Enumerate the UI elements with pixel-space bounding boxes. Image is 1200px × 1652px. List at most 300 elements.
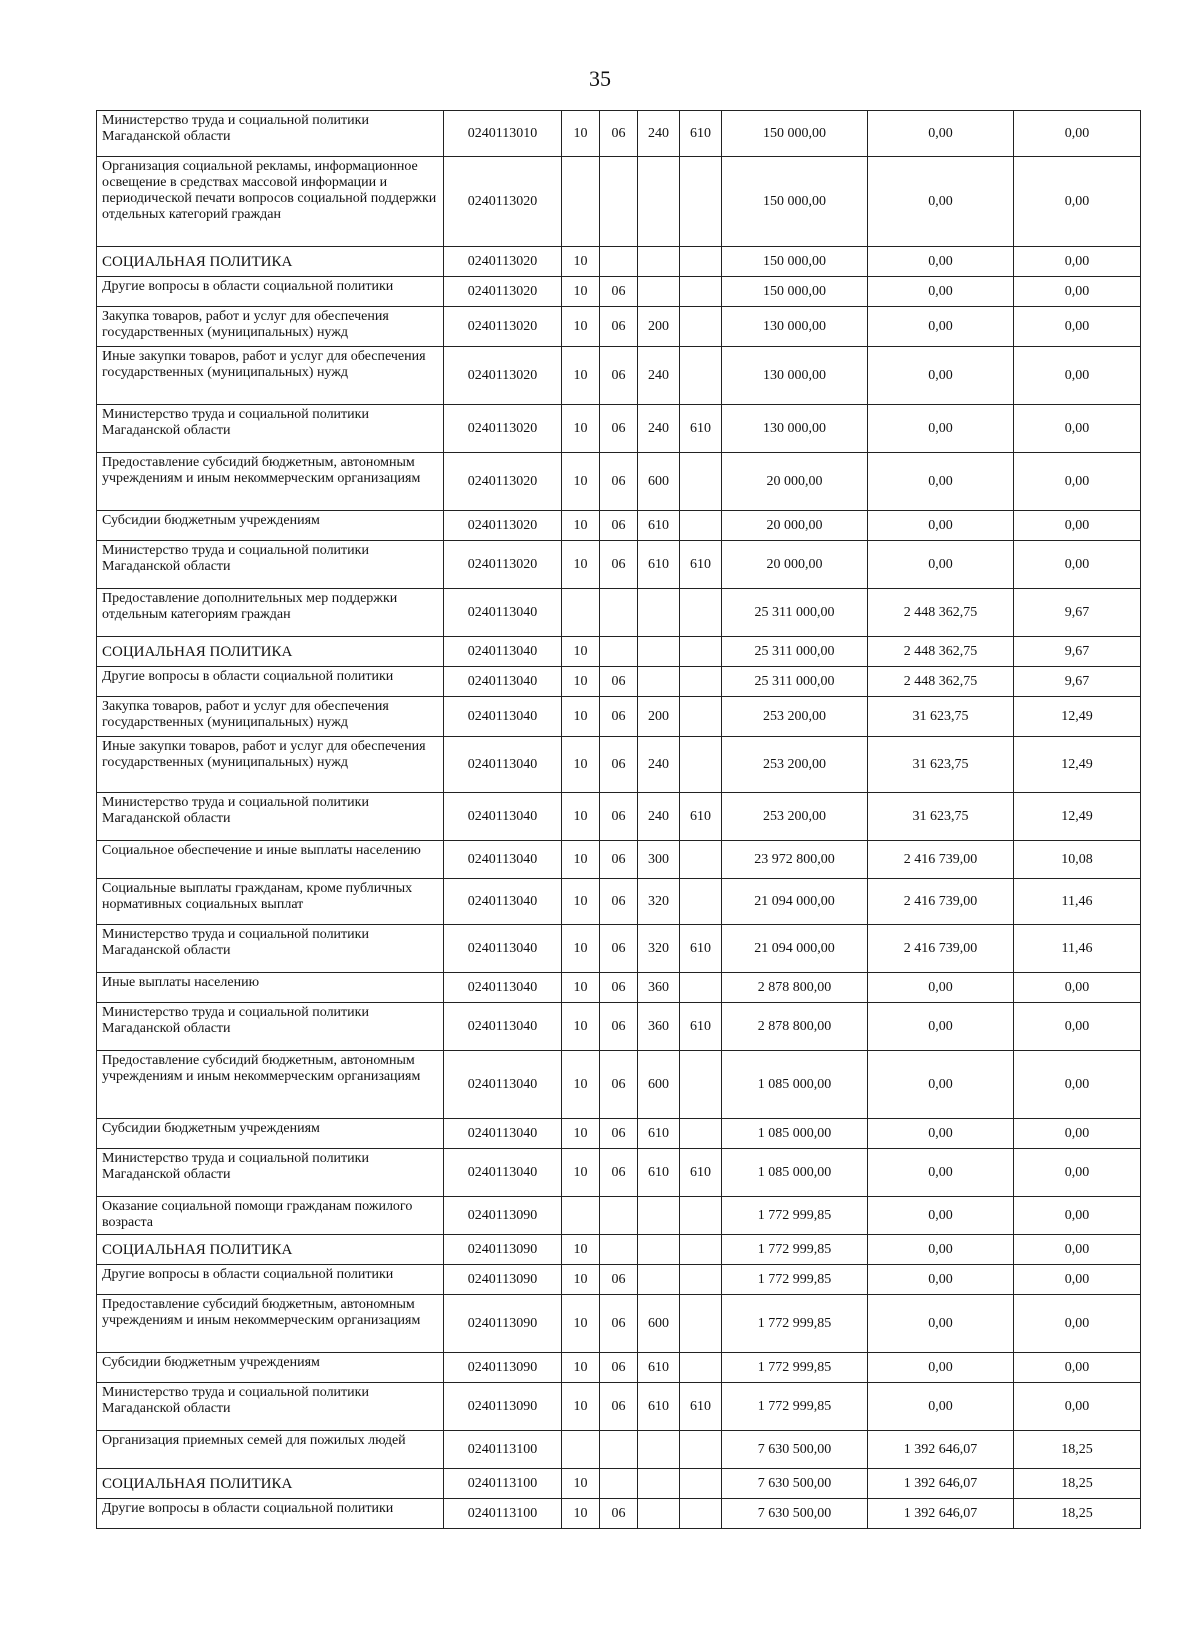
row-section: 10 [562,1235,600,1265]
row-planned-amount: 7 630 500,00 [722,1431,868,1469]
row-admin-code [680,667,722,697]
row-planned-amount: 1 085 000,00 [722,1149,868,1197]
row-actual-amount: 2 416 739,00 [868,841,1014,879]
row-admin-code [680,973,722,1003]
row-subsection: 06 [600,453,638,511]
row-execution-percent: 0,00 [1014,1383,1141,1431]
row-target-code: 0240113040 [444,1003,562,1051]
row-actual-amount: 0,00 [868,277,1014,307]
row-admin-code: 610 [680,793,722,841]
row-target-code: 0240113040 [444,589,562,637]
row-admin-code [680,347,722,405]
row-target-code: 0240113090 [444,1235,562,1265]
row-target-code: 0240113090 [444,1265,562,1295]
row-expense-type: 300 [638,841,680,879]
row-planned-amount: 2 878 800,00 [722,1003,868,1051]
row-expense-type [638,1499,680,1529]
row-actual-amount: 0,00 [868,453,1014,511]
row-section: 10 [562,1149,600,1197]
row-target-code: 0240113090 [444,1383,562,1431]
row-admin-code [680,1353,722,1383]
row-section [562,1197,600,1235]
row-section: 10 [562,1051,600,1119]
table-row [97,841,1141,879]
row-expense-type: 320 [638,879,680,925]
row-admin-code [680,1235,722,1265]
row-target-code: 0240113020 [444,347,562,405]
row-expense-type: 610 [638,1149,680,1197]
row-name: Субсидии бюджетным учреждениям [97,1119,444,1149]
table-row [97,697,1141,737]
page-number: 35 [589,66,611,91]
table-row [97,1353,1141,1383]
row-subsection: 06 [600,307,638,347]
row-execution-percent: 11,46 [1014,925,1141,973]
row-admin-code [680,1499,722,1529]
row-actual-amount: 0,00 [868,347,1014,405]
row-subsection: 06 [600,1265,638,1295]
row-execution-percent: 12,49 [1014,697,1141,737]
row-admin-code [680,737,722,793]
row-section [562,157,600,247]
row-target-code: 0240113040 [444,1051,562,1119]
row-actual-amount: 0,00 [868,1235,1014,1265]
table-row [97,1149,1141,1197]
row-planned-amount: 1 772 999,85 [722,1383,868,1431]
row-admin-code: 610 [680,405,722,453]
row-subsection: 06 [600,1149,638,1197]
table-row [97,277,1141,307]
row-expense-type [638,1197,680,1235]
row-actual-amount: 2 448 362,75 [868,667,1014,697]
table-row [97,879,1141,925]
row-actual-amount: 0,00 [868,1295,1014,1353]
row-execution-percent: 0,00 [1014,111,1141,157]
row-target-code: 0240113090 [444,1295,562,1353]
row-execution-percent: 0,00 [1014,1353,1141,1383]
row-expense-type: 240 [638,347,680,405]
row-expense-type [638,157,680,247]
table-row [97,157,1141,247]
row-subsection: 06 [600,405,638,453]
row-execution-percent: 18,25 [1014,1499,1141,1529]
row-execution-percent: 0,00 [1014,307,1141,347]
table-row [97,1295,1141,1353]
row-expense-type [638,277,680,307]
row-name: Иные закупки товаров, работ и услуг для обеспечения государственных (муниципальных) нужд [97,347,444,405]
row-section: 10 [562,1353,600,1383]
row-target-code: 0240113100 [444,1431,562,1469]
row-admin-code [680,1295,722,1353]
row-name: Предоставление субсидий бюджетным, автономным учреждениям и иным некоммерческим организациям [97,453,444,511]
row-section: 10 [562,1003,600,1051]
row-expense-type: 610 [638,1353,680,1383]
row-admin-code [680,277,722,307]
row-name: Министерство труда и социальной политики Магаданской области [97,1383,444,1431]
row-section: 10 [562,1295,600,1353]
row-planned-amount: 20 000,00 [722,541,868,589]
row-execution-percent: 0,00 [1014,1295,1141,1353]
row-target-code: 0240113040 [444,925,562,973]
row-actual-amount: 0,00 [868,1353,1014,1383]
row-planned-amount: 253 200,00 [722,697,868,737]
row-planned-amount: 7 630 500,00 [722,1499,868,1529]
row-name: СОЦИАЛЬНАЯ ПОЛИТИКА [97,247,444,277]
row-name: Другие вопросы в области социальной политики [97,1265,444,1295]
row-execution-percent: 0,00 [1014,1003,1141,1051]
row-expense-type: 240 [638,793,680,841]
row-section [562,1431,600,1469]
row-target-code: 0240113040 [444,637,562,667]
row-actual-amount: 0,00 [868,1003,1014,1051]
row-actual-amount: 0,00 [868,111,1014,157]
row-subsection: 06 [600,1295,638,1353]
row-target-code: 0240113020 [444,511,562,541]
row-actual-amount: 31 623,75 [868,737,1014,793]
row-admin-code [680,511,722,541]
row-admin-code [680,1051,722,1119]
row-actual-amount: 0,00 [868,1051,1014,1119]
row-target-code: 0240113020 [444,247,562,277]
row-subsection: 06 [600,1499,638,1529]
row-actual-amount: 0,00 [868,1383,1014,1431]
row-actual-amount: 0,00 [868,1265,1014,1295]
row-actual-amount: 1 392 646,07 [868,1469,1014,1499]
row-planned-amount: 25 311 000,00 [722,637,868,667]
row-admin-code [680,1265,722,1295]
row-name: Социальное обеспечение и иные выплаты населению [97,841,444,879]
row-target-code: 0240113020 [444,157,562,247]
row-expense-type [638,667,680,697]
table-body [97,111,1141,1529]
row-expense-type: 360 [638,973,680,1003]
row-execution-percent: 0,00 [1014,1235,1141,1265]
row-planned-amount: 25 311 000,00 [722,589,868,637]
row-name: Министерство труда и социальной политики Магаданской области [97,925,444,973]
row-section: 10 [562,841,600,879]
row-admin-code: 610 [680,925,722,973]
table-row [97,1431,1141,1469]
row-planned-amount: 21 094 000,00 [722,879,868,925]
row-execution-percent: 0,00 [1014,541,1141,589]
row-execution-percent: 0,00 [1014,973,1141,1003]
row-subsection: 06 [600,511,638,541]
row-planned-amount: 253 200,00 [722,737,868,793]
row-admin-code: 610 [680,1003,722,1051]
row-subsection [600,1431,638,1469]
row-target-code: 0240113040 [444,737,562,793]
row-planned-amount: 1 772 999,85 [722,1235,868,1265]
row-subsection [600,247,638,277]
row-section: 10 [562,879,600,925]
table-row [97,1235,1141,1265]
table-row [97,667,1141,697]
row-section: 10 [562,405,600,453]
row-target-code: 0240113020 [444,541,562,589]
row-expense-type: 240 [638,737,680,793]
row-execution-percent: 0,00 [1014,1265,1141,1295]
row-section: 10 [562,511,600,541]
row-planned-amount: 23 972 800,00 [722,841,868,879]
table-row [97,737,1141,793]
table-row [97,405,1141,453]
table-row [97,453,1141,511]
row-name: Министерство труда и социальной политики Магаданской области [97,111,444,157]
row-section: 10 [562,667,600,697]
row-admin-code: 610 [680,1149,722,1197]
row-name: Организация приемных семей для пожилых людей [97,1431,444,1469]
row-name: Предоставление дополнительных мер поддержки отдельным категориям граждан [97,589,444,637]
row-name: Закупка товаров, работ и услуг для обеспечения государственных (муниципальных) нужд [97,697,444,737]
row-admin-code [680,589,722,637]
row-subsection: 06 [600,347,638,405]
row-name: СОЦИАЛЬНАЯ ПОЛИТИКА [97,637,444,667]
row-expense-type: 240 [638,405,680,453]
row-name: Организация социальной рекламы, информационное освещение в средствах массовой информации и периодической печати вопросов социальной поддержки отдельных категорий граждан [97,157,444,247]
row-target-code: 0240113040 [444,1119,562,1149]
row-expense-type: 240 [638,111,680,157]
row-expense-type: 610 [638,1119,680,1149]
row-actual-amount: 1 392 646,07 [868,1499,1014,1529]
row-admin-code [680,157,722,247]
row-target-code: 0240113010 [444,111,562,157]
row-target-code: 0240113040 [444,879,562,925]
row-execution-percent: 0,00 [1014,1149,1141,1197]
row-execution-percent: 0,00 [1014,277,1141,307]
row-planned-amount: 1 772 999,85 [722,1265,868,1295]
row-planned-amount: 130 000,00 [722,307,868,347]
row-name: Иные закупки товаров, работ и услуг для обеспечения государственных (муниципальных) нужд [97,737,444,793]
row-actual-amount: 31 623,75 [868,697,1014,737]
row-subsection: 06 [600,737,638,793]
row-name: Социальные выплаты гражданам, кроме публичных нормативных социальных выплат [97,879,444,925]
row-target-code: 0240113040 [444,973,562,1003]
row-expense-type [638,637,680,667]
row-name: Другие вопросы в области социальной политики [97,667,444,697]
table-row [97,589,1141,637]
row-actual-amount: 0,00 [868,307,1014,347]
row-section: 10 [562,541,600,589]
row-actual-amount: 31 623,75 [868,793,1014,841]
row-section: 10 [562,453,600,511]
row-section: 10 [562,637,600,667]
row-subsection [600,1469,638,1499]
row-actual-amount: 0,00 [868,541,1014,589]
row-expense-type [638,1235,680,1265]
row-target-code: 0240113040 [444,841,562,879]
row-planned-amount: 1 772 999,85 [722,1295,868,1353]
row-target-code: 0240113020 [444,307,562,347]
row-subsection: 06 [600,841,638,879]
row-section: 10 [562,1265,600,1295]
row-admin-code [680,879,722,925]
row-execution-percent: 0,00 [1014,1197,1141,1235]
row-target-code: 0240113040 [444,793,562,841]
table-row [97,1003,1141,1051]
row-execution-percent: 12,49 [1014,737,1141,793]
row-name: Министерство труда и социальной политики Магаданской области [97,541,444,589]
row-expense-type [638,1431,680,1469]
row-subsection: 06 [600,1353,638,1383]
row-subsection [600,589,638,637]
row-expense-type: 200 [638,697,680,737]
row-section: 10 [562,247,600,277]
row-section: 10 [562,347,600,405]
row-section [562,589,600,637]
row-actual-amount: 2 448 362,75 [868,637,1014,667]
row-section: 10 [562,737,600,793]
table-row [97,347,1141,405]
row-admin-code: 610 [680,541,722,589]
table-row [97,541,1141,589]
table-row [97,1051,1141,1119]
row-execution-percent: 18,25 [1014,1469,1141,1499]
row-planned-amount: 20 000,00 [722,453,868,511]
row-subsection: 06 [600,277,638,307]
row-expense-type: 200 [638,307,680,347]
row-expense-type: 360 [638,1003,680,1051]
row-planned-amount: 150 000,00 [722,111,868,157]
row-execution-percent: 0,00 [1014,453,1141,511]
row-subsection [600,1235,638,1265]
table-row [97,307,1141,347]
row-actual-amount: 0,00 [868,1197,1014,1235]
row-execution-percent: 11,46 [1014,879,1141,925]
row-execution-percent: 0,00 [1014,347,1141,405]
row-execution-percent: 12,49 [1014,793,1141,841]
row-section: 10 [562,1119,600,1149]
row-target-code: 0240113020 [444,277,562,307]
row-actual-amount: 2 416 739,00 [868,879,1014,925]
row-target-code: 0240113100 [444,1499,562,1529]
row-section: 10 [562,925,600,973]
row-admin-code [680,453,722,511]
row-admin-code [680,1469,722,1499]
row-section: 10 [562,307,600,347]
row-target-code: 0240113040 [444,1149,562,1197]
table-row [97,925,1141,973]
row-planned-amount: 20 000,00 [722,511,868,541]
row-expense-type: 610 [638,511,680,541]
table-row [97,511,1141,541]
row-name: Закупка товаров, работ и услуг для обеспечения государственных (муниципальных) нужд [97,307,444,347]
row-name: Субсидии бюджетным учреждениям [97,1353,444,1383]
row-planned-amount: 1 085 000,00 [722,1051,868,1119]
row-admin-code [680,637,722,667]
row-execution-percent: 0,00 [1014,157,1141,247]
row-name: СОЦИАЛЬНАЯ ПОЛИТИКА [97,1235,444,1265]
row-expense-type: 600 [638,1295,680,1353]
table-row [97,1499,1141,1529]
row-subsection: 06 [600,667,638,697]
row-subsection [600,157,638,247]
row-admin-code [680,1119,722,1149]
row-actual-amount: 0,00 [868,157,1014,247]
row-expense-type [638,589,680,637]
row-expense-type: 600 [638,453,680,511]
row-subsection: 06 [600,541,638,589]
row-subsection: 06 [600,879,638,925]
row-section: 10 [562,1469,600,1499]
row-actual-amount: 0,00 [868,973,1014,1003]
row-target-code: 0240113020 [444,453,562,511]
row-actual-amount: 0,00 [868,405,1014,453]
row-name: Иные выплаты населению [97,973,444,1003]
row-admin-code [680,1197,722,1235]
table-row [97,973,1141,1003]
row-name: Оказание социальной помощи гражданам пожилого возраста [97,1197,444,1235]
table-row [97,1469,1141,1499]
row-subsection [600,637,638,667]
row-planned-amount: 21 094 000,00 [722,925,868,973]
row-name: Другие вопросы в области социальной политики [97,1499,444,1529]
row-target-code: 0240113100 [444,1469,562,1499]
row-planned-amount: 150 000,00 [722,247,868,277]
row-subsection: 06 [600,925,638,973]
row-expense-type [638,247,680,277]
table-row [97,793,1141,841]
row-name: Министерство труда и социальной политики Магаданской области [97,1003,444,1051]
row-section: 10 [562,277,600,307]
row-target-code: 0240113090 [444,1197,562,1235]
row-planned-amount: 253 200,00 [722,793,868,841]
row-execution-percent: 0,00 [1014,511,1141,541]
budget-table [96,110,1141,1529]
row-target-code: 0240113020 [444,405,562,453]
row-execution-percent: 0,00 [1014,1051,1141,1119]
row-planned-amount: 1 085 000,00 [722,1119,868,1149]
row-execution-percent: 10,08 [1014,841,1141,879]
row-target-code: 0240113040 [444,697,562,737]
row-expense-type [638,1469,680,1499]
row-actual-amount: 0,00 [868,511,1014,541]
row-section: 10 [562,973,600,1003]
row-execution-percent: 9,67 [1014,589,1141,637]
row-planned-amount: 150 000,00 [722,157,868,247]
row-actual-amount: 2 416 739,00 [868,925,1014,973]
row-section: 10 [562,1383,600,1431]
table-row [97,1197,1141,1235]
row-execution-percent: 0,00 [1014,247,1141,277]
row-planned-amount: 1 772 999,85 [722,1197,868,1235]
row-subsection: 06 [600,697,638,737]
row-planned-amount: 7 630 500,00 [722,1469,868,1499]
row-planned-amount: 25 311 000,00 [722,667,868,697]
row-actual-amount: 1 392 646,07 [868,1431,1014,1469]
row-expense-type: 610 [638,541,680,589]
row-admin-code: 610 [680,111,722,157]
row-execution-percent: 9,67 [1014,667,1141,697]
row-subsection: 06 [600,1051,638,1119]
row-target-code: 0240113040 [444,667,562,697]
row-subsection: 06 [600,111,638,157]
row-name: Предоставление субсидий бюджетным, автономным учреждениям и иным некоммерческим организациям [97,1051,444,1119]
row-name: СОЦИАЛЬНАЯ ПОЛИТИКА [97,1469,444,1499]
row-execution-percent: 18,25 [1014,1431,1141,1469]
table-row [97,1383,1141,1431]
row-expense-type: 610 [638,1383,680,1431]
table-row [97,637,1141,667]
row-planned-amount: 1 772 999,85 [722,1353,868,1383]
row-execution-percent: 9,67 [1014,637,1141,667]
row-target-code: 0240113090 [444,1353,562,1383]
table-row [97,1265,1141,1295]
row-execution-percent: 0,00 [1014,1119,1141,1149]
row-name: Другие вопросы в области социальной политики [97,277,444,307]
row-admin-code [680,1431,722,1469]
row-subsection: 06 [600,1383,638,1431]
row-section: 10 [562,697,600,737]
